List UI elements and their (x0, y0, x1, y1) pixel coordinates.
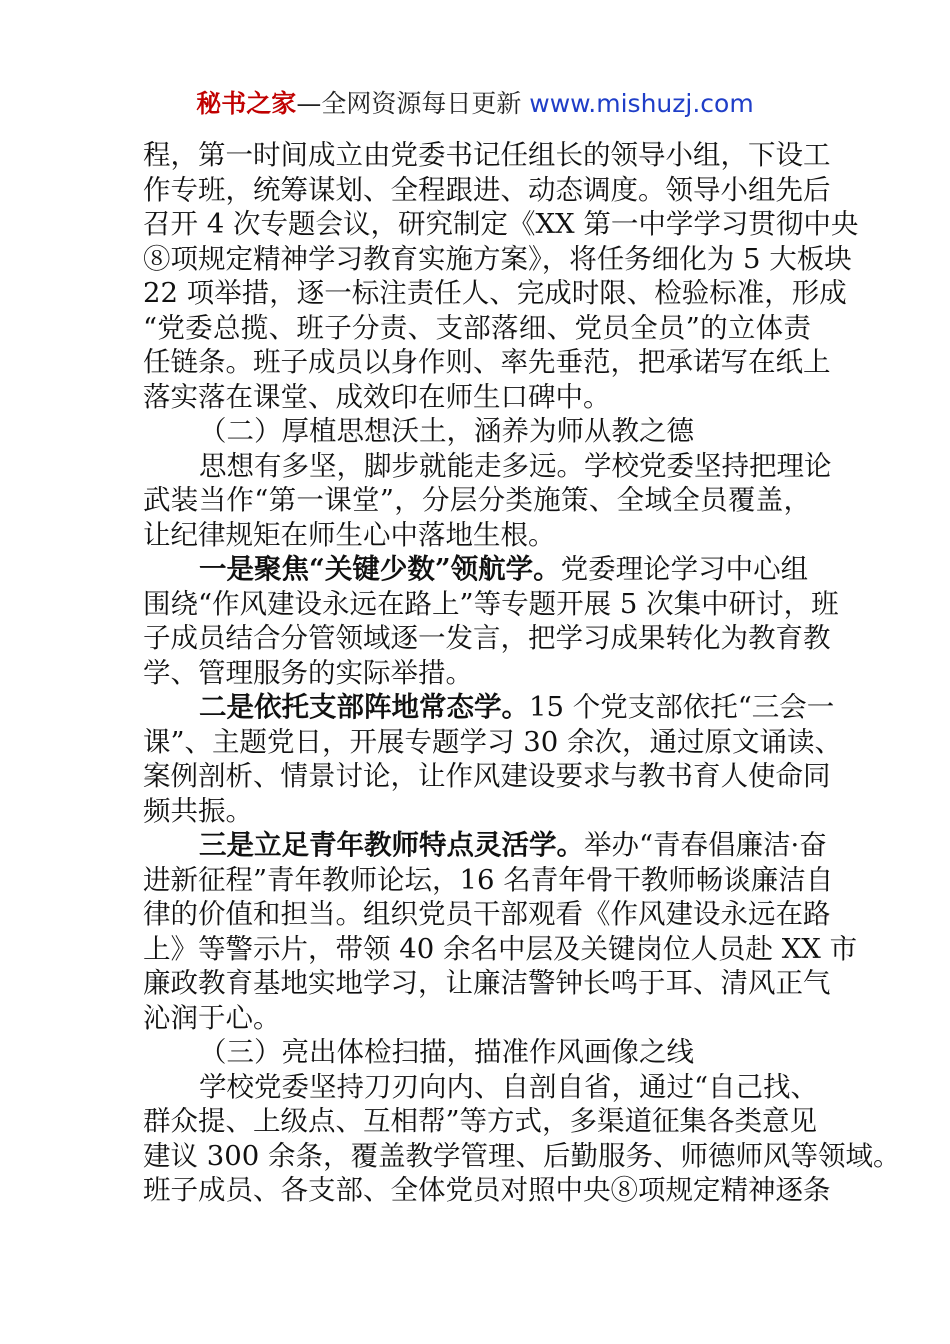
paragraph-line: 进新征程”青年教师论坛，16 名青年骨干教师畅谈廉洁自 (143, 863, 834, 896)
page-header (0, 86, 950, 122)
header-tagline: —全网资源每日更新 (296, 89, 530, 118)
paragraph-line: 22 项举措，逐一标注责任人、完成时限、检验标准，形成 (143, 277, 847, 309)
paragraph-line: 学、管理服务的实际举措。 (143, 656, 473, 689)
paragraph-line: 围绕“作风建设永远在路上”等专题开展 5 次集中研讨，班 (143, 587, 839, 620)
paragraph-line: 召开 4 次专题会议，研究制定《XX 第一中学学习贯彻中央 (143, 208, 859, 240)
paragraph-line: 沁润于心。 (143, 1001, 281, 1034)
paragraph-line (143, 828, 827, 863)
bold-lead: 二是依托支部阵地常态学。 (199, 691, 529, 723)
paragraph-line: 案例剖析、情景讨论，让作风建设要求与教书育人使命同 (143, 760, 831, 792)
paragraph-line: 作专班，统筹谋划、全程跟进、动态调度。领导小组先后 (143, 173, 831, 206)
paragraph-line: 班子成员、各支部、全体党员对照中央⑧项规定精神逐条 (143, 1174, 831, 1206)
paragraph-line: 频共振。 (143, 794, 253, 827)
line-rest: 党委理论学习中心组 (560, 553, 809, 585)
paragraph-line: 课”、主题党日，开展专题学习 30 余次，通过原文诵读、 (143, 725, 843, 758)
paragraph-line: 落实落在课堂、成效印在师生口碑中。 (143, 380, 611, 413)
document-body (143, 138, 901, 1208)
paragraph-line: ⑧项规定精神学习教育实施方案》，将任务细化为 5 大板块 (143, 242, 852, 275)
bold-lead: 三是立足青年教师特点灵活学。 (199, 829, 584, 861)
site-url-link[interactable]: www.mishuzj.com (529, 89, 754, 118)
section-heading: （三）亮出体检扫描，描准作风画像之线 (199, 1036, 694, 1068)
paragraph-line: 思想有多坚，脚步就能走多远。学校党委坚持把理论 (199, 449, 832, 482)
line-rest: 举办“青春倡廉洁·奋 (584, 829, 827, 861)
paragraph-line: 子成员结合分管领域逐一发言，把学习成果转化为教育教 (143, 622, 831, 654)
paragraph-line: “党委总揽、班子分责、支部落细、党员全员”的立体责 (143, 311, 811, 344)
paragraph-line: 群众提、上级点、互相帮”等方式，多渠道征集各类意见 (143, 1105, 818, 1137)
section-heading: （二）厚植思想沃土，涵养为师从教之德 (199, 415, 694, 447)
paragraph-line: 程，第一时间成立由党委书记任组长的领导小组，下设工 (143, 139, 831, 171)
paragraph-line (143, 552, 811, 587)
paragraph-line (143, 690, 835, 725)
bold-lead: 一是聚焦“关键少数”领航学。 (199, 553, 561, 585)
paragraph-line: 让纪律规矩在师生心中落地生根。 (143, 518, 556, 551)
paragraph-line: 廉政教育基地实地学习，让廉洁警钟长鸣于耳、清风正气 (143, 967, 831, 999)
paragraph-line: 任链条。班子成员以身作则、率先垂范，把承诺写在纸上 (143, 346, 831, 378)
paragraph-line: 学校党委坚持刀刃向内、自剖自省，通过“自己找、 (199, 1070, 819, 1103)
brand-name: 秘书之家 (196, 89, 297, 118)
paragraph-line: 武装当作“第一课堂”，分层分类施策、全域全员覆盖， (143, 484, 811, 516)
line-rest: 15 个党支部依托“三会一 (529, 691, 835, 723)
paragraph-line: 建议 300 余条，覆盖教学管理、后勤服务、师德师风等领域。 (143, 1139, 901, 1172)
paragraph-line: 上》等警示片，带领 40 余名中层及关键岗位人员赴 XX 市 (143, 932, 858, 965)
paragraph-line: 律的价值和担当。组织党员干部观看《作风建设永远在路 (143, 898, 831, 930)
